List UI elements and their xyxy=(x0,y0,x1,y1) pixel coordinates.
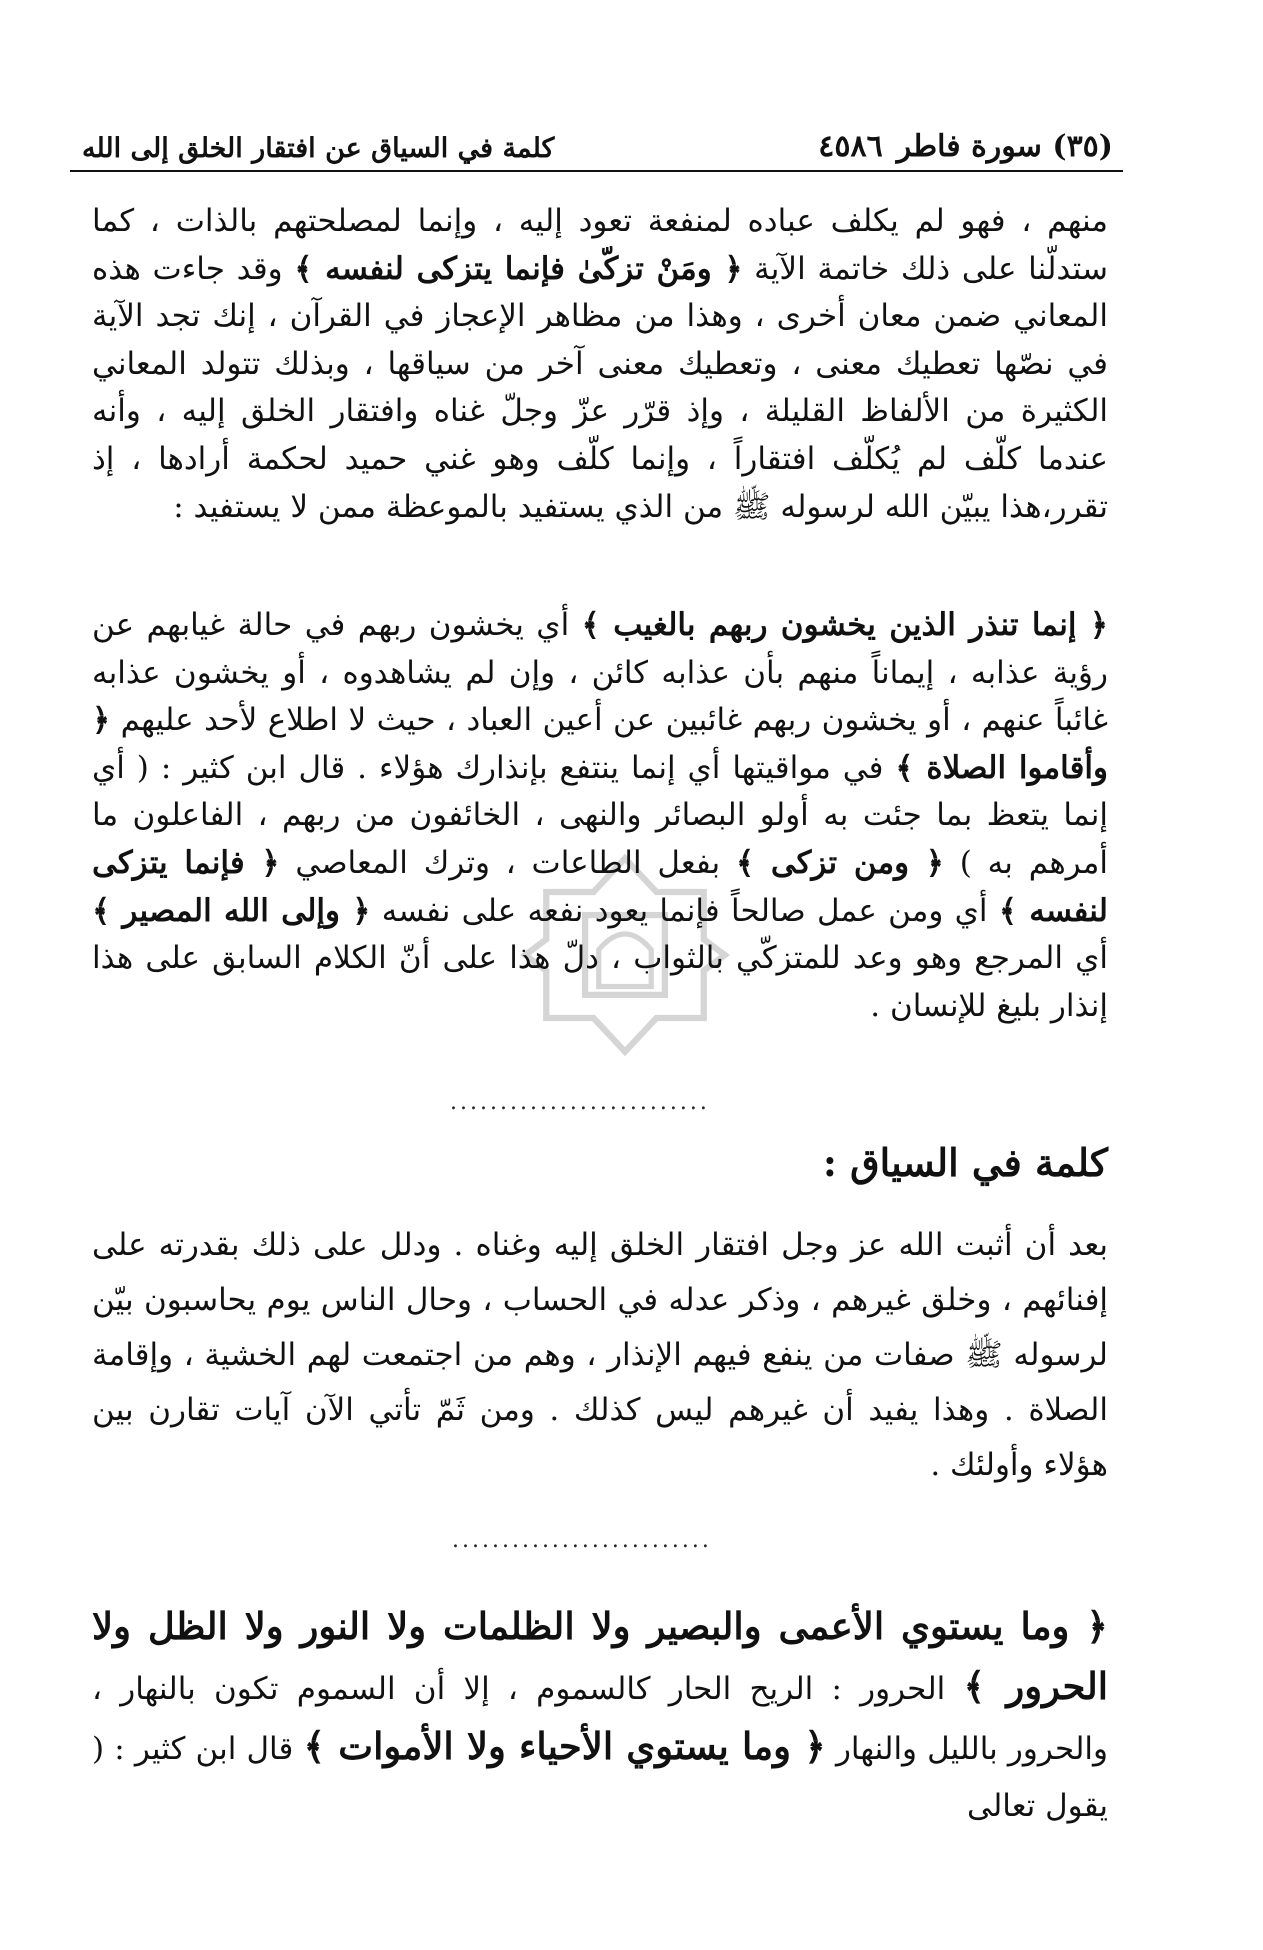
dotted-separator: .......................... xyxy=(452,1528,712,1553)
commentary-text: الحرور : الريح الحار كالسموم ، إلا أن السموم تكون بالنهار ، والحرور بالليل والنهار xyxy=(92,1671,1108,1767)
commentary-text: بفعل الطاعات ، وترك المعاصي xyxy=(295,844,721,881)
quran-quote: ﴿ إنما تنذر الذين يخشون ربهم بالغيب ﴾ xyxy=(581,607,1109,643)
page-number: ٤٥٨٦ xyxy=(818,129,883,164)
quran-quote: ﴿ فإنما يتزكى لنفسه ﴾ xyxy=(92,844,1109,929)
paragraph-1-text-b: وقد جاءت هذه المعاني ضمن معان أخرى ، وهذا من مظاهر الإعجاز في القرآن ، إنك تجد الآية في نصّها تعطيك معنى ، وتعطيك معنى آخر من سياقها ، وبذلك تتولد المعاني الكثيرة من الألفاظ القليلة ، وإذ قرّر عزّ وجلّ غناه وافتقار الخلق إليه ، وأنه عندما كلّف لم يُكلّف افتقاراً ، وإنما كلّف وهو غني حميد لحكمة أرادها ، إذ تقرر،هذا يبيّن الله لرسوله ﷺ من الذي يستفيد بالموعظة ممن لا يستفيد : xyxy=(92,250,1108,525)
paragraph-3-text: بعد أن أثبت الله عز وجل افتقار الخلق إليه وغناه . ودلل على ذلك بقدرته على إفنائهم ، وخلق غيرهم ، وذكر عدله في الحساب ، وحال الناس يوم يحاسبون بيّن لرسوله ﷺ صفات من ينفع فيهم الإنذار ، وهم من اجتمعت لهم الخشية ، وإقامة الصلاة . وهذا يفيد أن غيرهم ليس كذلك . ومن ثَمّ تأتي الآن آيات تقارن بين هؤلاء وأولئك . xyxy=(92,1227,1108,1483)
paragraph-3 xyxy=(92,1218,1108,1493)
running-title: كلمة في السياق عن افتقار الخلق إلى الله xyxy=(82,133,555,164)
paragraph-1 xyxy=(92,198,1108,531)
quran-quote: ﴿ وما يستوي الأحياء ولا الأموات ﴾ xyxy=(303,1724,826,1768)
commentary-text: أي المرجع وهو وعد للمتزكّي بالثواب ، دلّ هذا على أنّ الكلام السابق على هذا إنذار بليغ للإنسان . xyxy=(92,940,1108,1024)
quran-quote: ﴿ ومن تزكى ﴾ xyxy=(735,844,944,881)
commentary-text: أي ومن عمل صالحاً فإنما يعود نفعه على نفسه xyxy=(381,892,988,929)
paragraph-4 xyxy=(92,1598,1108,1835)
section-heading: كلمة في السياق : xyxy=(822,1140,1108,1185)
quran-quote: ﴿ وأقاموا الصلاة ﴾ xyxy=(92,702,1108,786)
page-header xyxy=(82,118,1113,164)
quran-quote: ﴿ ومَنْ تزكّىٰ فإنما يتزكى لنفسه ﴾ xyxy=(294,250,743,287)
commentary-text: في مواقيتها أي إنما ينتفع بإنذارك هؤلاء . قال ابن كثير : ( أي إنما يتعظ بما جئت به أولو البصائر والنهى ، الخائفون من ربهم ، الفاعلون ما أمرهم به ) xyxy=(92,749,1108,881)
dotted-separator: .......................... xyxy=(450,1090,710,1115)
commentary-text: أي يخشون ربهم في حالة غيابهم عن رؤية عذابه ، إيماناً منهم بأن عذابه كائن ، وإن لم يشاهدوه ، أو يخشون عذابه غائباً عنهم ، أو يخشون ربهم غائبين عن أعين العباد ، حيث لا اطلاع لأحد عليهم xyxy=(92,607,1108,739)
surah-label: (٣٥) سورة فاطر xyxy=(896,129,1113,164)
quran-quote: ﴿ وما يستوي الأعمى والبصير ولا الظلمات ولا النور ولا الظل ولا الحرور ﴾ xyxy=(92,1604,1108,1708)
quran-quote: ﴿ وإلى الله المصير ﴾ xyxy=(92,892,371,929)
header-rule xyxy=(70,170,1123,172)
paragraph-1-text-a: منهم ، فهو لم يكلف عباده لمنفعة تعود إليه ، وإنما لمصلحتهم بالذات ، كما ستدلّنا على ذلك خاتمة الآية xyxy=(92,203,1108,287)
commentary-text: قال ابن كثير : ( يقول تعالى xyxy=(92,1731,1108,1824)
page-header-right xyxy=(818,129,1113,164)
paragraph-2 xyxy=(92,602,1108,1030)
